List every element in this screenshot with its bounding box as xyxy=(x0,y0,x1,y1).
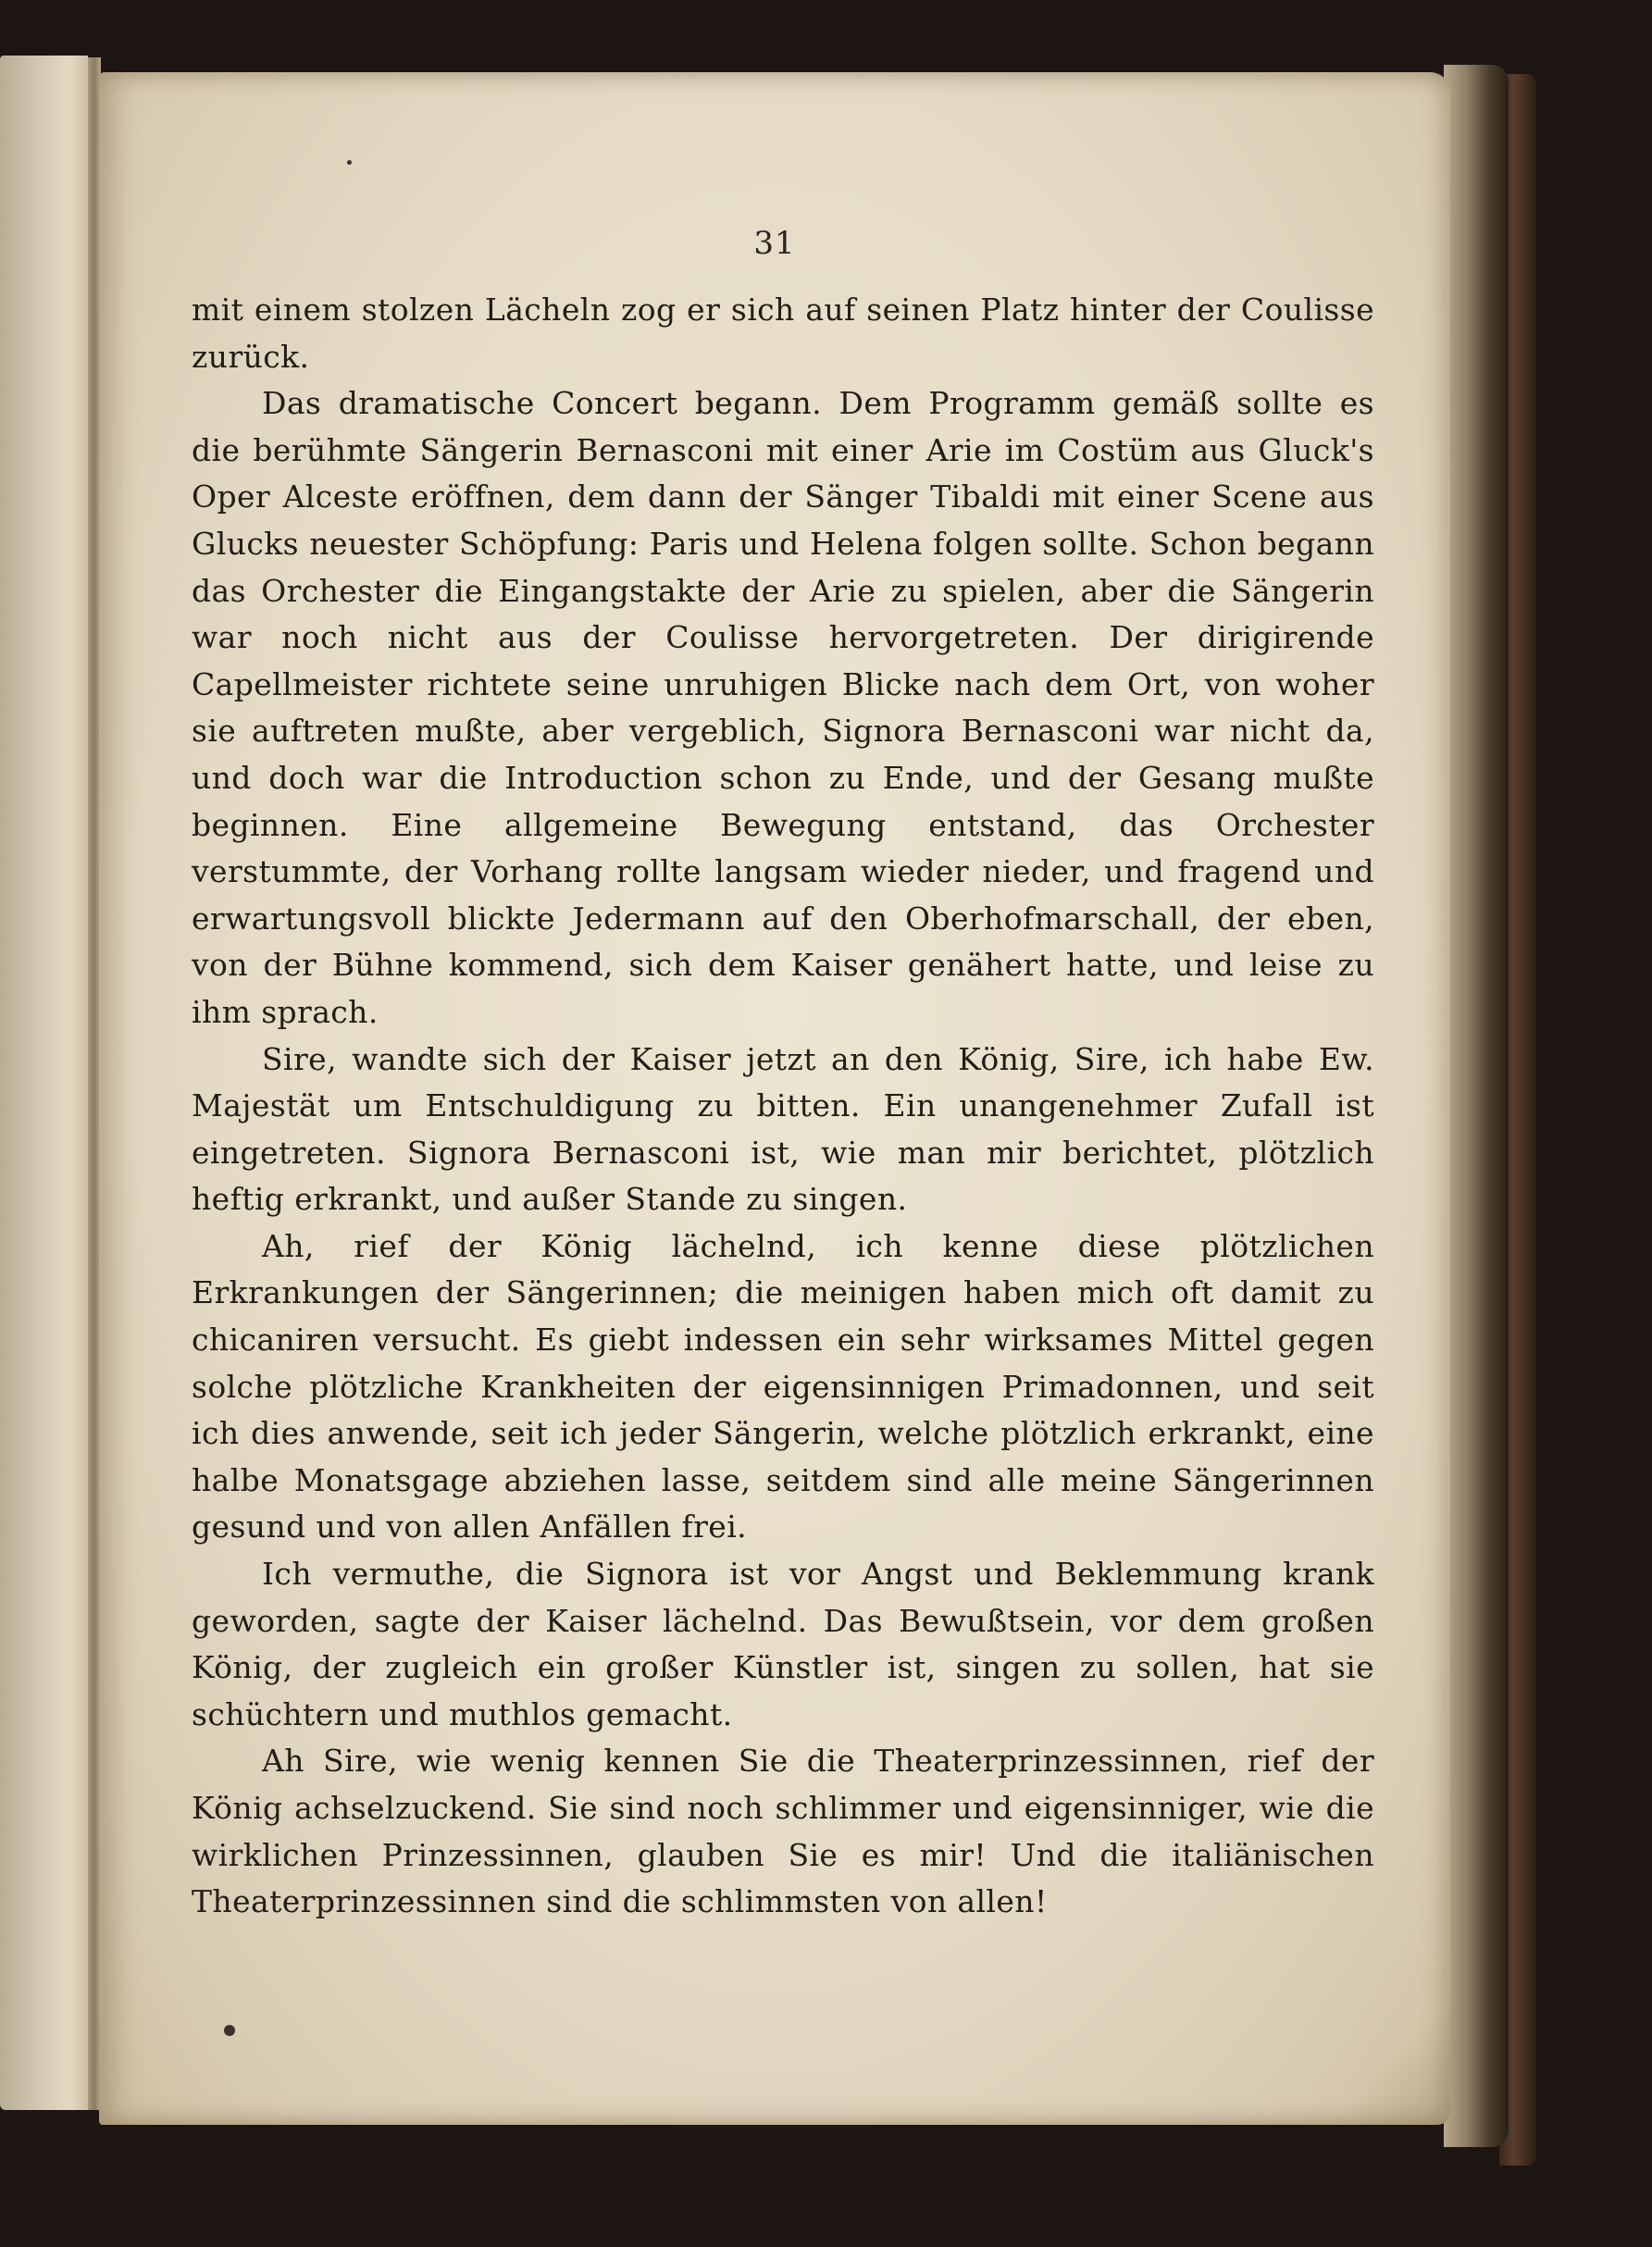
paragraph: mit einem stolzen Lächeln zog er sich auf seinen Platz hinter der Coulisse zurück. xyxy=(192,292,1374,375)
paragraph: Ah, rief der König lächelnd, ich kenne diese plötzlichen Erkrankungen der Sängerinnen; die meinigen haben mich oft damit zu chicaniren versucht. Es giebt indessen ein sehr wirksames Mittel gegen solche plötzliche Krankheiten der eigensinnigen Primadonnen, und seit ich dies anwende, seit ich jeder Sängerin, welche plötzlich erkrankt, eine halbe Monatsgage abziehen lasse, seitdem sind alle meine Sängerinnen gesund und von allen Anfällen frei. xyxy=(192,1227,1374,1546)
paragraph: Sire, wandte sich der Kaiser jetzt an den König, Sire, ich habe Ew. Majestät um Entschuldigung zu bitten. Ein unangenehmer Zufall ist eingetreten. Signora Bernasconi ist, wie man mir berichtet, plötzlich heftig erkrankt, und außer Stande zu singen. xyxy=(192,1040,1374,1218)
book-page xyxy=(99,72,1450,2125)
paper-speck xyxy=(224,2025,235,2036)
paragraph: Ah Sire, wie wenig kennen Sie die Theaterprinzessinnen, rief der König achselzuckend. Sie sind noch schlimmer und eigensinniger, wie die wirklichen Prinzessinnen, glauben Sie es mir! Und die italiänischen Theaterprinzessinnen sind die schlimmsten von allen! xyxy=(192,1743,1374,1920)
page-text xyxy=(192,287,1374,1926)
left-page-edge xyxy=(0,56,88,2110)
page-stack-edge xyxy=(1444,65,1509,2147)
page-number: 31 xyxy=(753,225,796,262)
paragraph: Das dramatische Concert begann. Dem Programm gemäß sollte es die berühmte Sängerin Bernasconi mit einer Arie im Costüm aus Gluck's Oper Alceste eröffnen, dem dann der Sänger Tibaldi mit einer Scene aus Glucks neuester Schöpfung: Paris und Helena folgen sollte. Schon begann das Orchester die Eingangstakte der Arie zu spielen, aber die Sängerin war noch nicht aus der Coulisse hervorgetreten. Der dirigirende Capellmeister richtete seine unruhigen Blicke nach dem Ort, von woher sie auftreten mußte, aber vergeblich, Signora Bernasconi war nicht da, und doch war die Introduction schon zu Ende, und der Gesang mußte beginnen. Eine allgemeine Bewegung entstand, das Orchester verstummte, der Vorhang rollte langsam wieder nieder, und fragend und erwartungsvoll blickte Jedermann auf den Oberhofmarschall, der eben, von der Bühne kommend, sich dem Kaiser genähert hatte, und leise zu ihm sprach. xyxy=(192,385,1374,1030)
paper-speck xyxy=(347,160,352,165)
page-corner-wear xyxy=(1321,1977,1450,2125)
paragraph: Ich vermuthe, die Signora ist vor Angst und Beklemmung krank geworden, sagte der Kaiser lächelnd. Das Bewußtsein, vor dem großen König, der zugleich ein großer Künstler ist, singen zu sollen, hat sie schüchtern und muthlos gemacht. xyxy=(192,1556,1374,1732)
